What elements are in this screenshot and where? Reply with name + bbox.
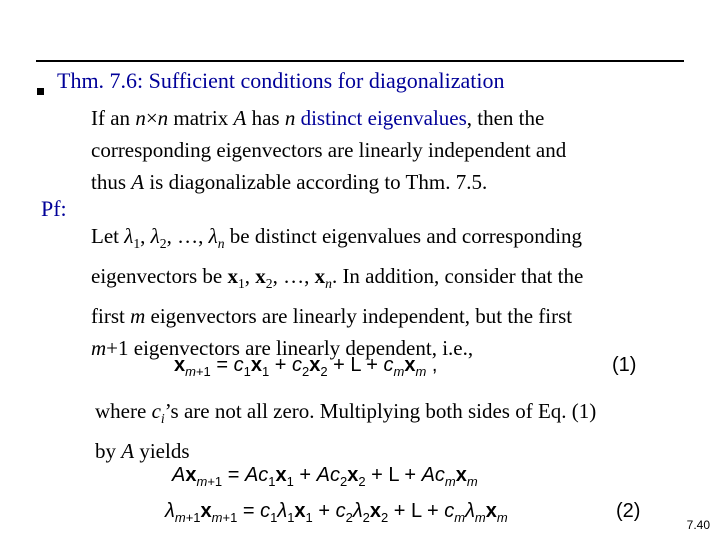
after-line: where $c_i’s$ are not all zero. Multiplying both sides of Eq. (1) <box>95 399 597 427</box>
after-line: by A yields <box>95 439 190 464</box>
proof-label: Pf: <box>41 196 67 221</box>
equation-1-number: (1) <box>612 354 637 376</box>
equation-2-number: (2) <box>616 500 641 522</box>
proof-line: m+1 eigenvectors are linearly dependent, i.e., <box>91 336 474 361</box>
theorem-line: thus A is diagonalizable according to Thm. 7.5. <box>91 170 488 194</box>
proof-line: Let $\lambda_1$, $\lambda_2$, …, $\lambda_n$ be distinct eigenvalues and corresponding <box>91 224 583 252</box>
proof-line: eigenvectors be $x_1$, $x_2$, …, $x_n$. In addition, consider that the <box>91 264 584 292</box>
bullet-square-icon <box>37 88 44 95</box>
page-number: 7.40 <box>686 518 710 532</box>
theorem-line: If an n×n matrix A has n distinct eigenvalues, then the <box>91 106 545 130</box>
proof-line: first m eigenvectors are linearly independent, but the first <box>91 304 573 329</box>
theorem-line: corresponding eigenvectors are linearly independent and <box>91 138 567 162</box>
proof-text <box>91 220 583 364</box>
equation-2a: $Ax_{m+1} = Ac_1x_1 + Ac_2x_2 + L + Ac_mx_m$ <box>172 464 478 489</box>
equation-2b: $\lambda_{m+1}x_{m+1} = c_1\lambda_1x_1 + c_2\lambda_2x_2 + L + c_m\lambda_mx_m$ <box>165 500 508 525</box>
slide-title: Thm. 7.6: Sufficient conditions for diagonalization <box>57 68 505 93</box>
after-text <box>95 395 596 467</box>
equation-1: $x_{m+1} = c_1x_1 + c_2x_2 + L + c_mx_m$ , <box>174 354 438 379</box>
top-rule <box>36 60 684 62</box>
theorem-text <box>91 102 566 198</box>
